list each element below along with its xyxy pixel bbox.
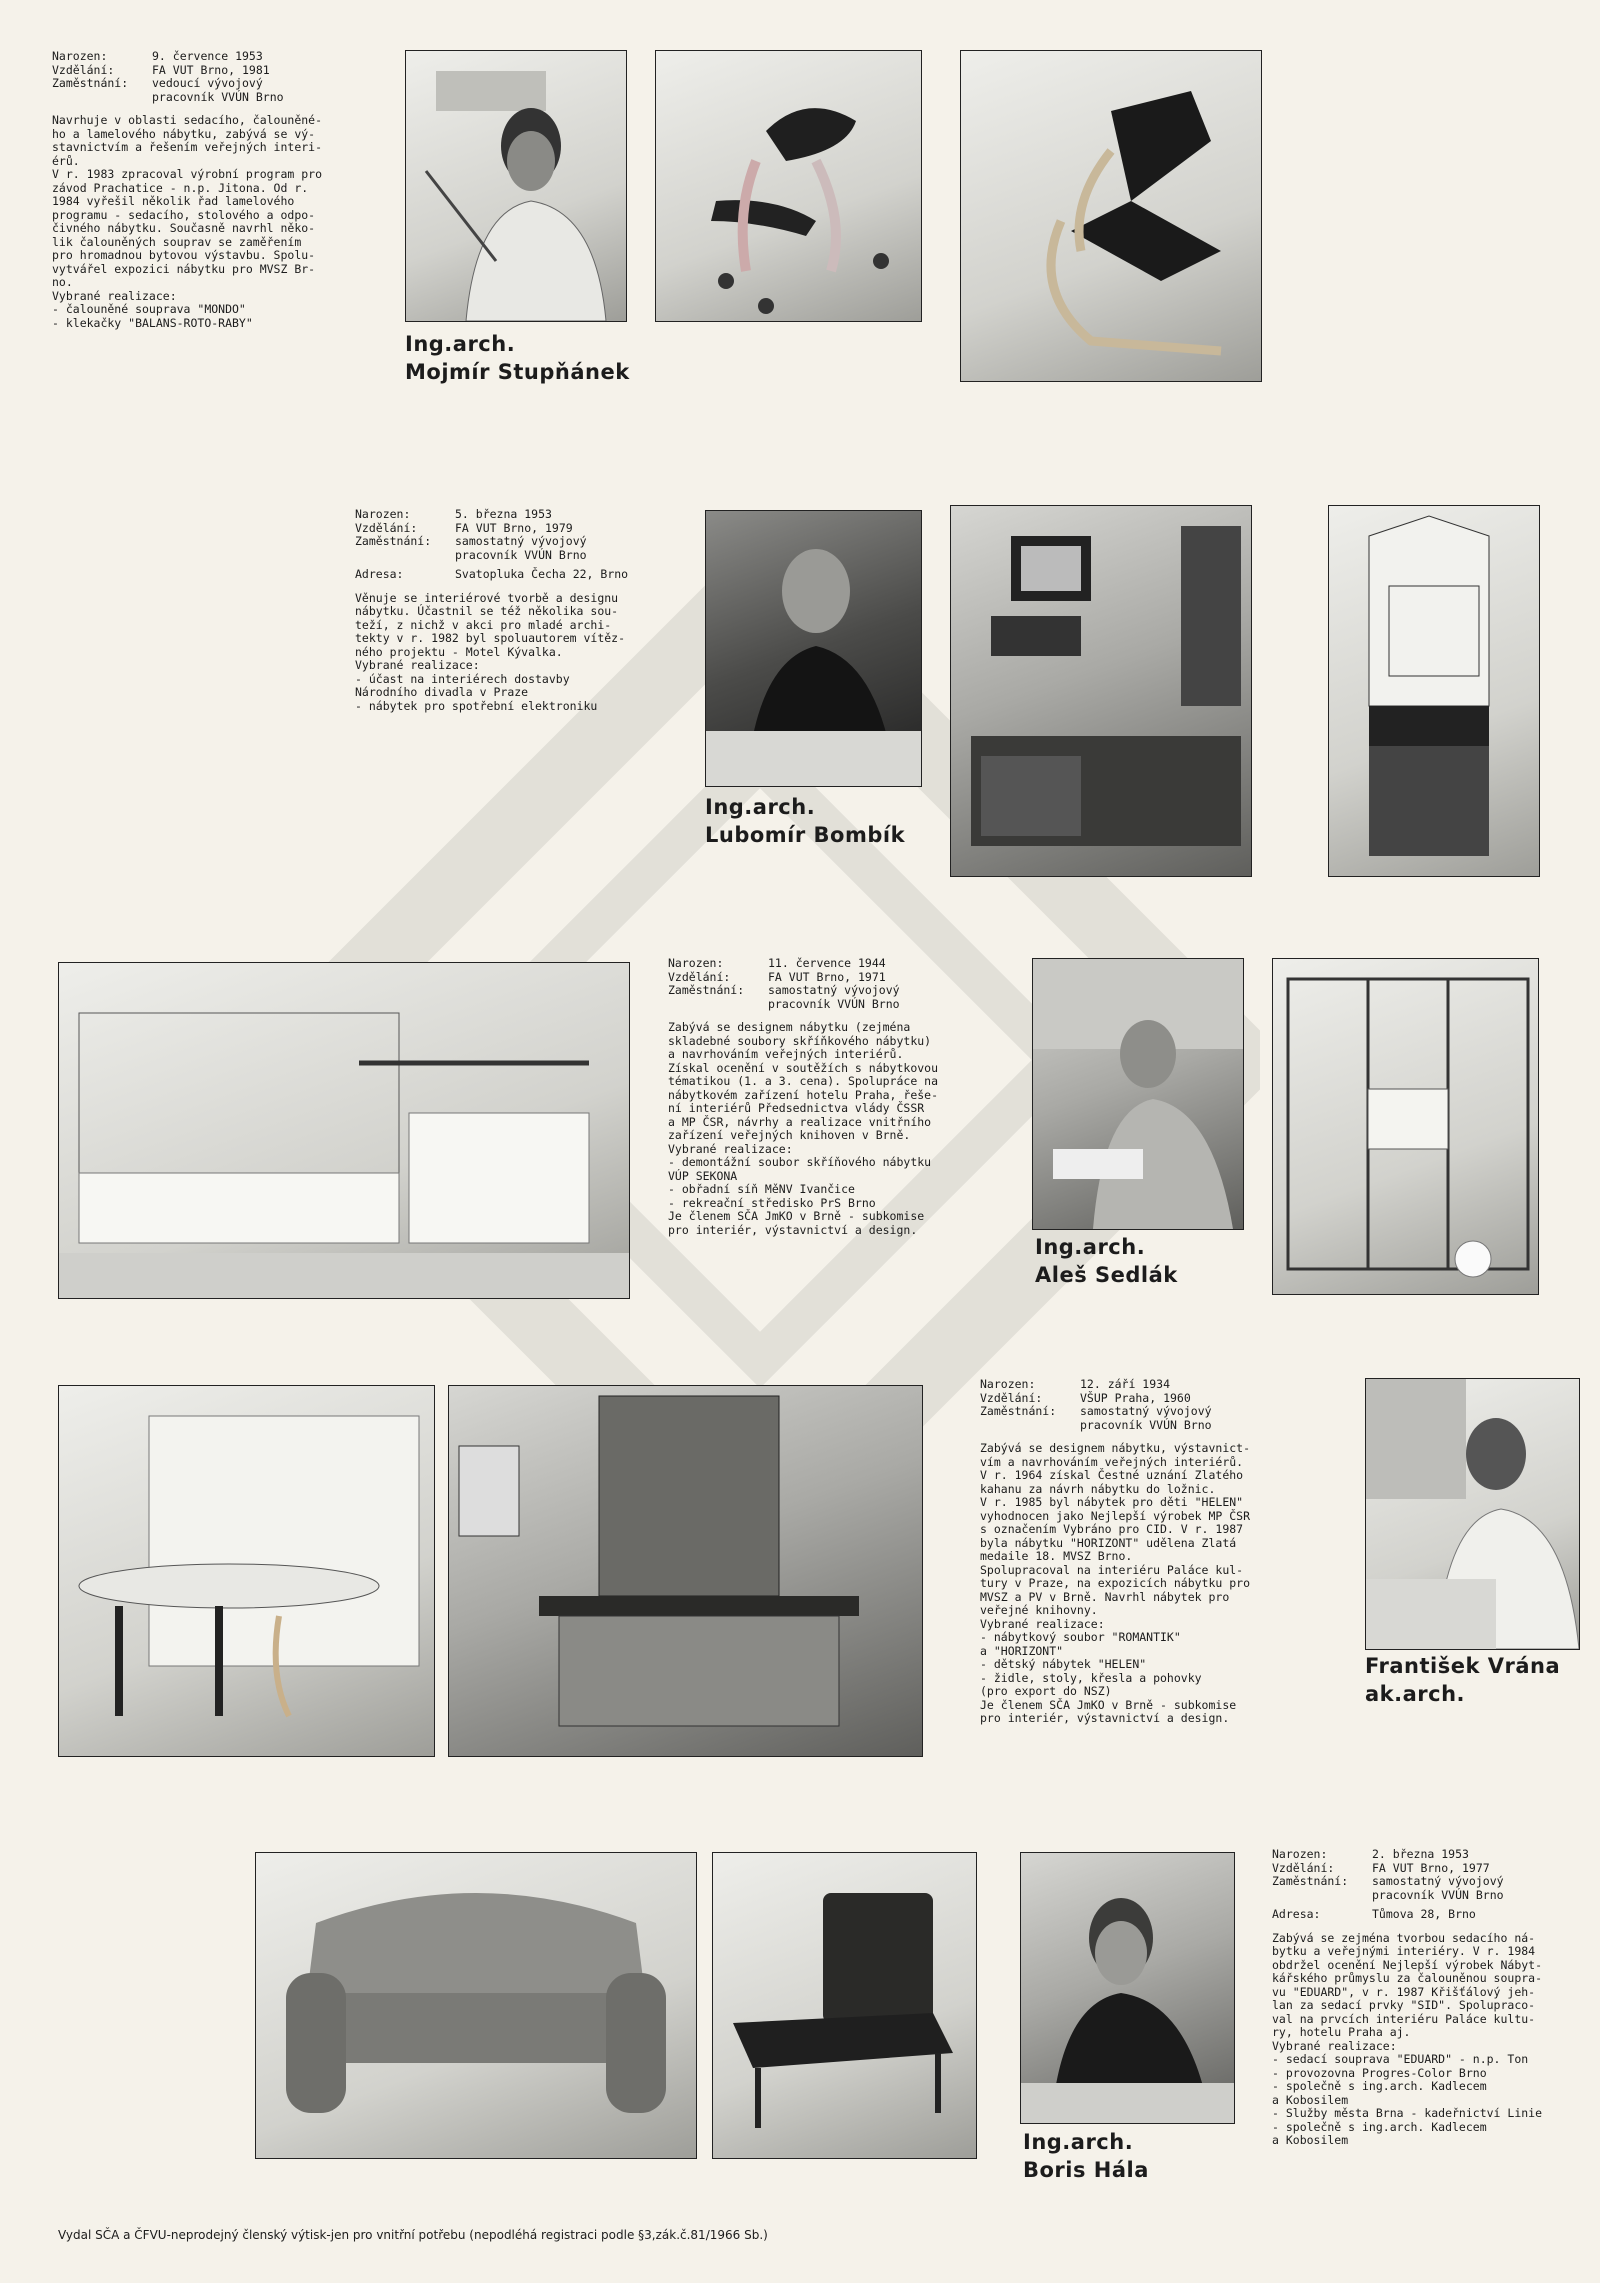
education-value: FA VUT Brno, 1977 (1372, 1860, 1490, 1875)
designer-4-info (980, 1378, 1330, 1726)
address-label: Adresa: (1272, 1907, 1321, 1921)
designer-1-name (405, 330, 630, 386)
born-value: 9. července 1953 (152, 49, 263, 63)
employment-value: samostatný vývojový pracovník VVÚN Brno (1080, 1404, 1212, 1432)
photo-upholstered-sofa (255, 1852, 697, 2159)
designer-2-title: Ing.arch. (705, 795, 816, 819)
born-value: 2. března 1953 (1372, 1847, 1469, 1861)
employment-value: samostatný vývojový pracovník VVÚN Brno (455, 534, 587, 562)
born-label: Narozen: (1272, 1847, 1328, 1861)
photo-lamella-armchair (960, 50, 1262, 382)
photo-portrait-stupnanek (405, 50, 627, 322)
photo-portrait-vrana (1365, 1378, 1580, 1650)
education-value: FA VUT Brno, 1981 (152, 62, 270, 77)
born-label: Narozen: (980, 1377, 1036, 1391)
publisher-footer: Vydal SČA a ČFVU-neprodejný členský výtisk-jen pro vnitřní potřebu (nepodléhá registraci podle §3,zák.č.81/1966 Sb.) (58, 2228, 768, 2242)
address-label: Adresa: (355, 567, 404, 581)
photo-desk-shelving (58, 1385, 435, 1757)
employment-label: Zaměstnání: (1272, 1874, 1349, 1888)
designer-5-title: Ing.arch. (1023, 2130, 1134, 2154)
designer-4-title: ak.arch. (1365, 1682, 1466, 1706)
designer-4-description: Zabývá se designem nábytku, výstavnict- vím a navrhováním veřejných interiérů. V r. 1964 získal Čestné uznání Zlatého kahanu za návrh nábytku do ložnic. V r. 1985 byl nábytek pro děti "HELEN" vyhodnocen jako Nejlepší výrobek MP ČSR s označením Vybráno pro CID. V r. 1987 byla nábytku "HORIZONT" udělena Zlatá medaile 18. MVSZ Brno. Spolupracoval na interiéru Paláce kul- tury v Praze, na expozicích nábytku pro MVSZ a PV v Brně. Navrhl nábytek pro veřejné knihovny. Vybrané realizace: - nábytkový soubor "ROMANTIK" a "HORIZONT" - dětský nábytek "HELEN" - židle, stoly, křesla a pohovky (pro export do NSZ) Je členem SČA JmKO v Brně - subkomise pro interiér, výstavnictví a design. (980, 1441, 1251, 1725)
employment-value: vedoucí vývojový pracovník VVÚN Brno (152, 76, 284, 104)
born-label: Narozen: (52, 49, 108, 63)
designer-1-description: Navrhuje v oblasti sedacího, čalouněné- ho a lamelového nábytku, zabývá se vý- stavnictvím a řešením veřejných interi- érů. V r. 1983 zpracoval výrobní program pro závod Prachatice - n.p. Jitona. Od r. 1984 vyřešil několik řad lamelového programu - sedacího, stolového a odpo- čivného nábytku. Současně navrhl něko- lik čalouněných souprav se zaměřením pro hromadnou bytovou výstavbu. Spolu- vytvářel expozici nábytku pro MVSZ Br- no. Vybrané realizace: - čalouněné souprava "MONDO" - klekačky "BALANS-ROTO-RABY" (52, 113, 323, 330)
photo-wall-unit (58, 962, 630, 1299)
designer-1-fullname: Mojmír Stupňánek (405, 360, 630, 384)
designer-2-fullname: Lubomír Bombík (705, 823, 906, 847)
designer-2-info (355, 508, 695, 713)
photo-electronics-furniture (950, 505, 1252, 877)
designer-5-fullname: Boris Hála (1023, 2158, 1149, 2182)
education-value: VŠUP Praha, 1960 (1080, 1390, 1191, 1405)
employment-label: Zaměstnání: (355, 534, 432, 548)
education-label: Vzdělání: (355, 520, 418, 535)
employment-label: Zaměstnání: (52, 76, 129, 90)
designer-4-name (1365, 1652, 1560, 1708)
designer-1-info (52, 50, 392, 330)
born-value: 5. března 1953 (455, 507, 552, 521)
designer-4-fullname: František Vrána (1365, 1654, 1561, 1678)
photo-portrait-hala (1020, 1852, 1235, 2124)
photo-hifi-cabinet (1328, 505, 1540, 877)
designer-1-title: Ing.arch. (405, 332, 516, 356)
education-label: Vzdělání: (668, 969, 731, 984)
designer-3-fullname: Aleš Sedlák (1035, 1263, 1178, 1287)
designer-3-info (668, 957, 1008, 1237)
photo-portrait-sedlak (1032, 958, 1244, 1230)
address-value: Svatopluka Čecha 22, Brno (455, 567, 629, 581)
photo-kneeling-chair (655, 50, 922, 322)
photo-shelving-units (1272, 958, 1539, 1295)
born-label: Narozen: (668, 956, 724, 970)
education-value: FA VUT Brno, 1971 (768, 969, 886, 984)
education-label: Vzdělání: (980, 1390, 1043, 1405)
employment-label: Zaměstnání: (668, 983, 745, 997)
address-value: Tůmova 28, Brno (1372, 1907, 1476, 1921)
photo-wooden-sideboard (448, 1385, 923, 1757)
education-value: FA VUT Brno, 1979 (455, 520, 573, 535)
designer-2-description: Věnuje se interiérové tvorbě a designu nábytku. Účastnil se též několika sou- teží, z nichž v akci pro mladé archi- tekty v r. 1982 byl spoluautorem vítěz- ného projektu - Motel Kývalka. Vybrané realizace: - účast na interiérech dostavby Národního divadla v Praze - nábytek pro spotřební elektroniku (355, 590, 626, 713)
designer-5-description: Zabývá se zejména tvorbou sedacího ná- bytku a veřejnými interiéry. V r. 1984 obdržel ocenění Nejlepší výrobek Nábyt- kářského průmyslu za čalouněnou soupra- vu "EDUARD", v r. 1987 Křišťálový jeh- lan za sedací prvky "SID". Spolupraco- val na prvcích interiéru Paláce kultu- ry, hotelu Praha aj. Vybrané realizace: - sedací souprava "EDUARD" - n.p. Ton - provozovna Progres-Color Brno - společně s ing.arch. Kadlecem a Kobosilem - Služby města Brna - kadeřnictví Linie - společně s ing.arch. Kadlecem a Kobosilem (1272, 1930, 1543, 2147)
employment-value: samostatný vývojový pracovník VVÚN Brno (768, 983, 900, 1011)
designer-3-name (1035, 1233, 1178, 1289)
photo-lounge-chair (712, 1852, 977, 2159)
born-value: 11. července 1944 (768, 956, 886, 970)
education-label: Vzdělání: (1272, 1860, 1335, 1875)
designer-5-info (1272, 1848, 1592, 2148)
designer-2-name (705, 793, 905, 849)
photo-portrait-bombik (705, 510, 922, 787)
designer-3-title: Ing.arch. (1035, 1235, 1146, 1259)
born-label: Narozen: (355, 507, 411, 521)
education-label: Vzdělání: (52, 62, 115, 77)
designer-5-name (1023, 2128, 1149, 2184)
employment-label: Zaměstnání: (980, 1404, 1057, 1418)
designer-3-description: Zabývá se designem nábytku (zejména skladebné soubory skříňkového nábytku) a navrhováním veřejných interiérů. Získal ocenění v soutěžích s nábytkovou tématikou (1. a 3. cena). Spolupráce na nábytkovém zařízení hotelu Praha, řeše- ní interiérů Předsednictva vlády ČSSR a MP ČSR, návrhy a realizace vnitřního zařízení veřejných knihoven v Brně. Vybrané realizace: - demontážní soubor skříňového nábytku VÚP SEKONA - obřadní síň MěNV Ivančice - rekreační středisko PrS Brno Je členem SČA JmKO v Brně - subkomise pro interiér, výstavnictví a design. (668, 1020, 939, 1237)
employment-value: samostatný vývojový pracovník VVÚN Brno (1372, 1874, 1504, 1902)
born-value: 12. září 1934 (1080, 1377, 1171, 1391)
